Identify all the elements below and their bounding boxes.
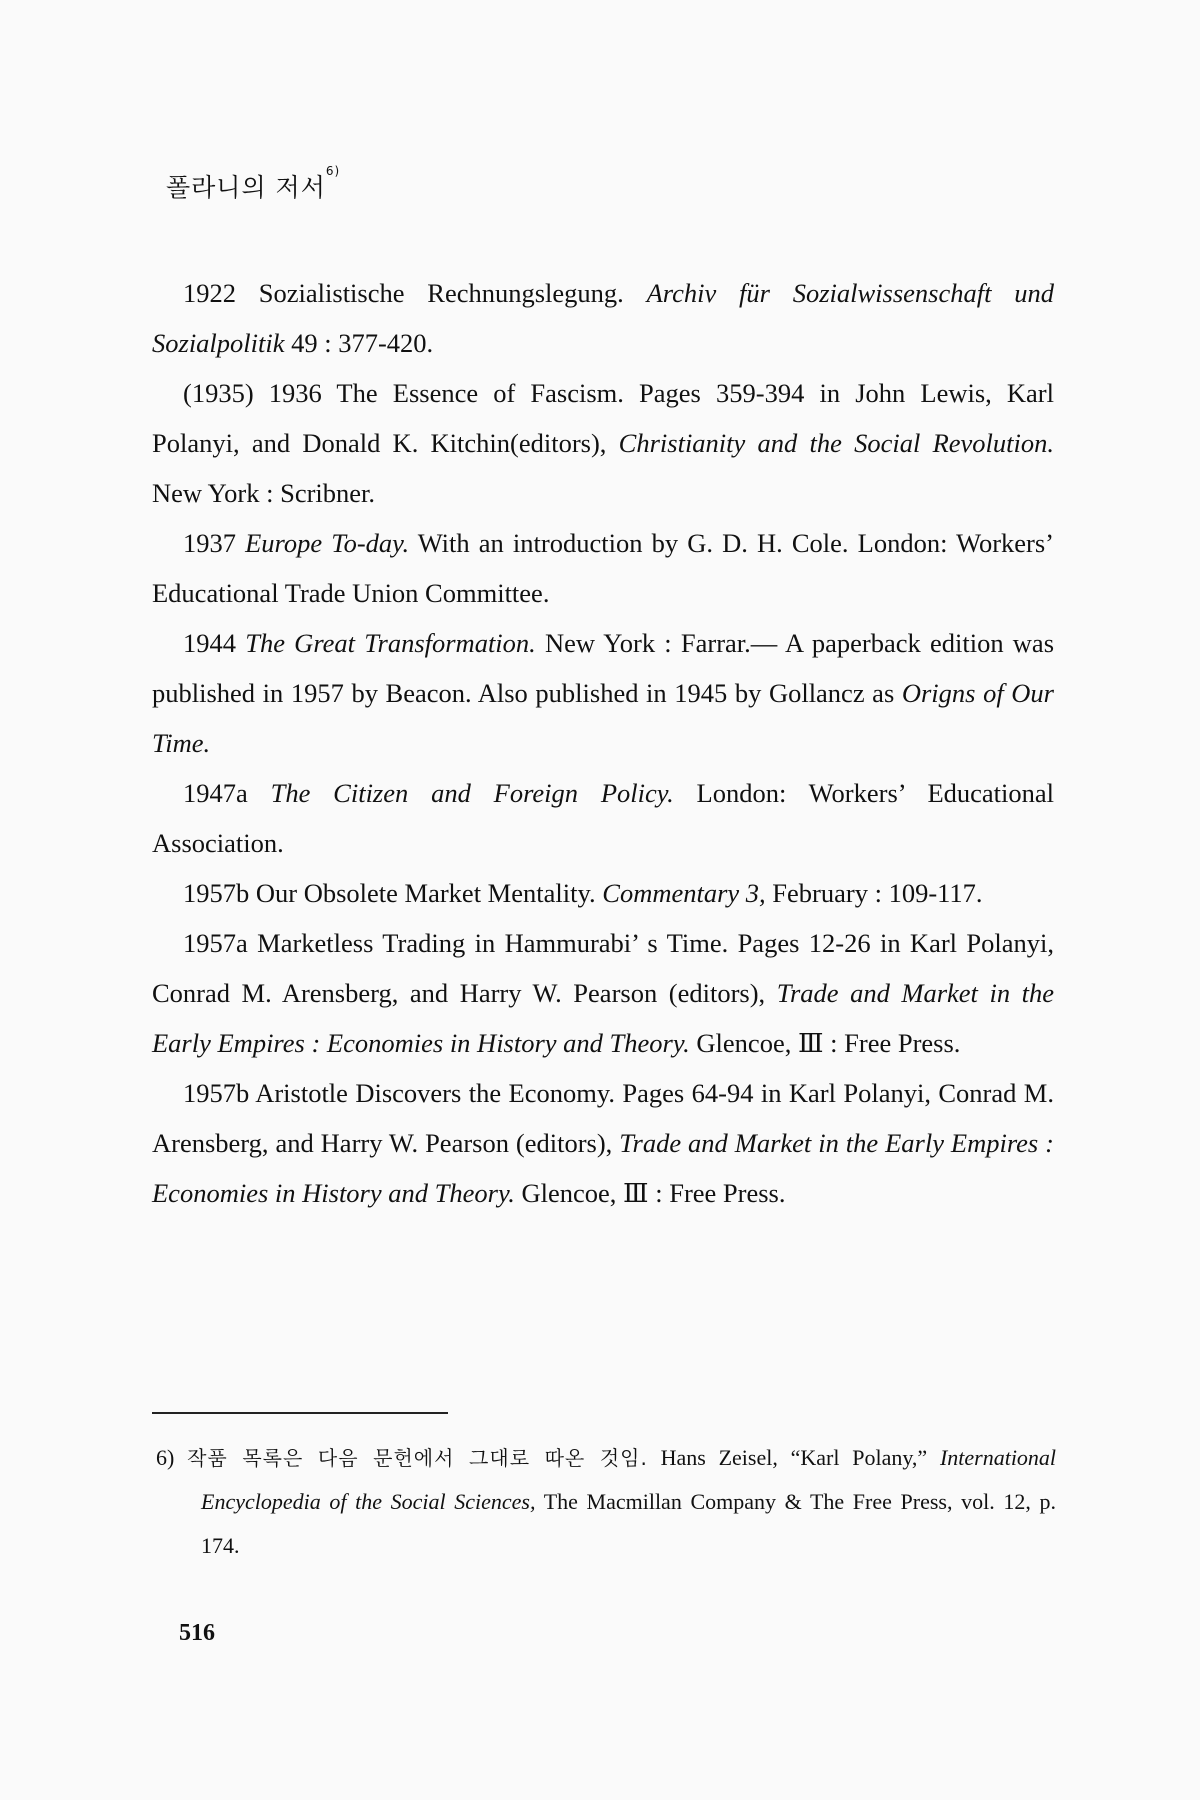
entry-title-italic: Trade and Market in the Early Empires : Economies in History and Theory. bbox=[152, 978, 1054, 1058]
entry-text: February : 109-117. bbox=[765, 878, 983, 908]
footnote-divider bbox=[152, 1412, 448, 1414]
entry-text: (1935) 1936 The Essence of Fascism. Pages 359-394 in John Lewis, Karl Polanyi, and Donald K. Kitchin(editors), bbox=[152, 378, 1054, 458]
bibliography-list bbox=[152, 268, 1054, 1218]
entry-title-italic: Archiv für Sozialwissenschaft und Sozialpolitik bbox=[152, 278, 1054, 358]
entry-title-italic: Commentary 3, bbox=[602, 878, 766, 908]
entry-text: 1957b Our Obsolete Market Mentality. bbox=[183, 878, 603, 908]
bibliography-entry bbox=[152, 768, 1054, 868]
entry-title-italic: Origns of Our Time. bbox=[152, 678, 1054, 758]
entry-title-italic: The Great Transformation. bbox=[245, 628, 536, 658]
entry-text: London: Workers’ Educational Association. bbox=[152, 778, 1055, 858]
entry-title-italic: Trade and Market in the Early Empires : Economies in History and Theory. bbox=[152, 1128, 1055, 1208]
bibliography-entry bbox=[152, 918, 1054, 1068]
entry-text: With an introduction by G. D. H. Cole. London: Workers’ Educational Trade Union Committee. bbox=[152, 528, 1055, 608]
entry-text: New York : Farrar.— A paperback edition was published in 1957 by Beacon. Also published in 1945 by Gollancz as bbox=[152, 628, 1055, 708]
bibliography-entry bbox=[152, 868, 1054, 918]
footnote bbox=[156, 1436, 1056, 1568]
entry-title-italic: The Citizen and Foreign Policy. bbox=[270, 778, 674, 808]
footnote-number: 6) bbox=[156, 1445, 175, 1470]
bibliography-entry bbox=[152, 368, 1054, 518]
footnote-korean-text: 작품 목록은 다음 문헌에서 그대로 따온 것임. bbox=[187, 1446, 648, 1470]
entry-text: Glencoe, Ⅲ : Free Press. bbox=[689, 1028, 961, 1058]
footnote-source: International Encyclopedia of the Social Sciences, bbox=[201, 1445, 1057, 1514]
entry-text: Glencoe, Ⅲ : Free Press. bbox=[514, 1178, 786, 1208]
bibliography-entry bbox=[152, 518, 1054, 618]
bibliography-entry bbox=[152, 618, 1054, 768]
entry-text: 1944 bbox=[183, 628, 246, 658]
section-heading bbox=[166, 164, 341, 204]
page-number: 516 bbox=[179, 1620, 215, 1646]
entry-text: 1947a bbox=[183, 778, 271, 808]
bibliography-entry bbox=[152, 1068, 1054, 1218]
entry-title-italic: Christianity and the Social Revolution. bbox=[618, 428, 1054, 458]
entry-title-italic: Europe To-day. bbox=[245, 528, 410, 558]
footnote-ref: 6) bbox=[325, 164, 341, 178]
entry-text: 49 : 377-420. bbox=[284, 328, 434, 358]
footnote-publisher: The Macmillan Company & The Free Press, vol. 12, p. 174. bbox=[201, 1489, 1056, 1558]
entry-text: 1957b Aristotle Discovers the Economy. Pages 64-94 in Karl Polanyi, Conrad M. Arensberg, and Harry W. Pearson (editors), bbox=[152, 1078, 1054, 1158]
entry-text: New York : Scribner. bbox=[152, 478, 376, 508]
entry-text: 1922 Sozialistische Rechnungslegung. bbox=[183, 278, 647, 308]
heading-title: 폴라니의 저서 bbox=[166, 173, 326, 202]
bibliography-entry bbox=[152, 268, 1054, 368]
entry-text: 1957a Marketless Trading in Hammurabi’ s Time. Pages 12-26 in Karl Polanyi, Conrad M. Arensberg, and Harry W. Pearson (editors), bbox=[152, 928, 1054, 1008]
footnote-author: Hans Zeisel, “Karl Polany,” bbox=[660, 1445, 928, 1470]
entry-text: 1937 bbox=[183, 528, 246, 558]
